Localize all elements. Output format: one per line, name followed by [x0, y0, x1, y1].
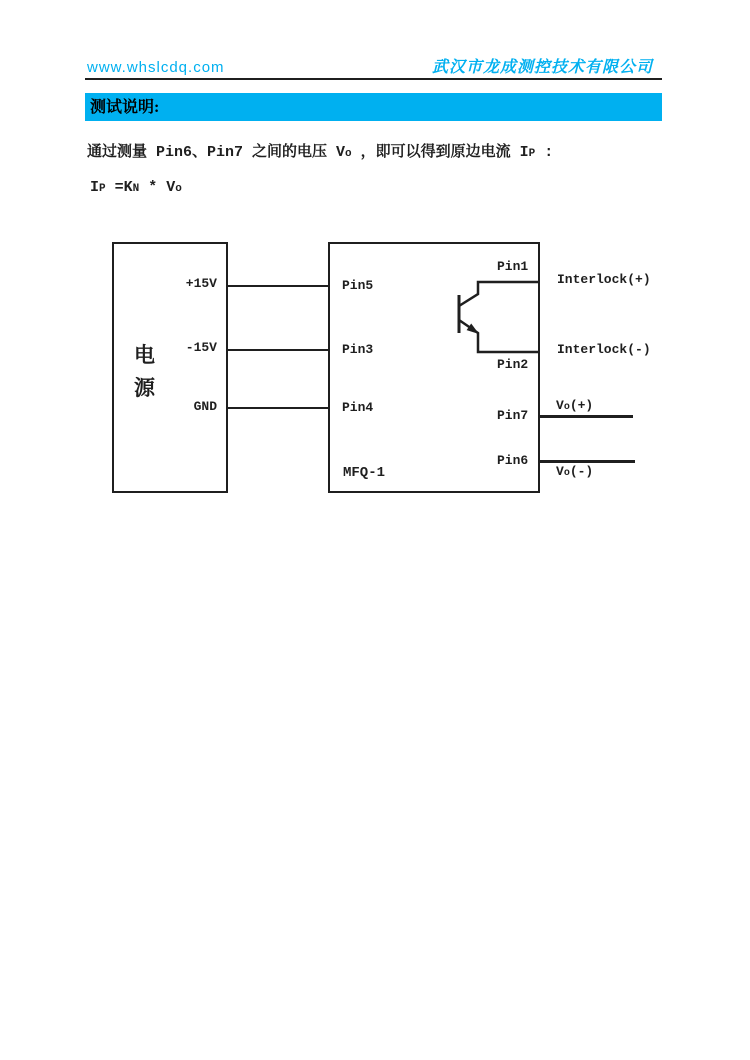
power-pin-label-p15v: +15V	[185, 276, 217, 291]
vo-minus-v: V	[556, 464, 564, 479]
formula-text: I	[90, 179, 100, 196]
transistor-icon	[455, 276, 545, 358]
formula-subscript: N	[132, 183, 140, 195]
wire-gnd	[227, 407, 329, 409]
pin-label-pin4: Pin4	[342, 400, 374, 415]
pin-label-pin7: Pin7	[497, 408, 529, 423]
vo-minus-rest: (-)	[569, 464, 594, 479]
company-name: 武汉市龙成测控技术有限公司	[431, 59, 653, 76]
paragraph-text: ，即可以得到原边电流 I	[351, 144, 529, 161]
vo-minus-label	[556, 465, 593, 480]
pin-label-pin1: Pin1	[497, 259, 529, 274]
power-pin-label-gnd: GND	[193, 399, 217, 414]
interlock-plus-label: Interlock(+)	[557, 272, 651, 287]
formula-subscript: o	[175, 183, 182, 195]
paragraph-subscript: P	[528, 148, 536, 160]
pin-label-pin6: Pin6	[497, 453, 529, 468]
site-url-link[interactable]: www.whslcdq.com	[87, 59, 225, 76]
vo-plus-v: V	[556, 398, 564, 413]
power-label-line2: 源	[134, 376, 155, 400]
pin-label-pin2: Pin2	[497, 357, 529, 372]
formula-subscript: P	[99, 183, 106, 195]
section-banner	[85, 93, 662, 121]
wire-p15v	[227, 285, 329, 287]
vo-plus-label	[556, 399, 593, 414]
wire-n15v	[227, 349, 329, 351]
module-model-label: MFQ-1	[343, 465, 386, 481]
vo-plus-wire	[540, 415, 633, 418]
power-label-line1: 电	[134, 343, 155, 367]
paragraph-subscript: o	[345, 148, 352, 160]
pin-label-pin3: Pin3	[342, 342, 374, 357]
vo-minus-subscript: o	[563, 468, 570, 479]
header-rule	[85, 78, 662, 80]
paragraph-text: :	[535, 144, 554, 161]
section-title: 测试说明:	[90, 99, 160, 116]
vo-plus-subscript: o	[563, 402, 570, 413]
formula-text: * V	[139, 179, 176, 196]
intro-paragraph	[87, 140, 553, 161]
power-pin-label-n15v: -15V	[185, 340, 217, 355]
vo-minus-wire	[540, 460, 635, 463]
pin-label-pin5: Pin5	[342, 278, 374, 293]
formula	[90, 179, 182, 196]
formula-text: =K	[105, 179, 133, 196]
vo-plus-rest: (+)	[569, 398, 594, 413]
interlock-minus-label: Interlock(-)	[557, 342, 651, 357]
paragraph-text: 通过测量 Pin6、Pin7 之间的电压 V	[87, 144, 346, 161]
